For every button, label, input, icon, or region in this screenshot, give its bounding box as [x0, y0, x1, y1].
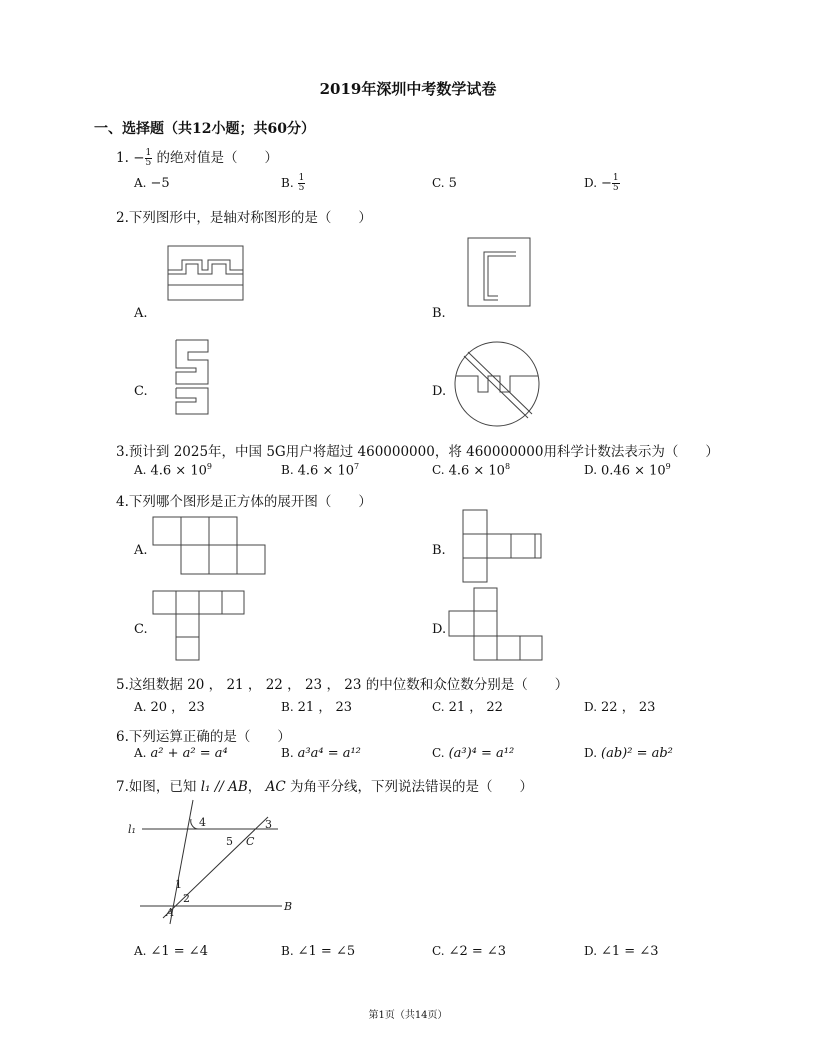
- question-text: 下列图形中，是轴对称图形的是（ ）: [128, 210, 372, 226]
- option-b[interactable]: B. 21 ， 23: [281, 700, 352, 715]
- label-4: 4: [199, 816, 206, 829]
- section-heading: 一、选择题（共12小题；共60分）: [94, 121, 315, 137]
- question-2: 2.下列图形中，是轴对称图形的是（ ）: [116, 210, 372, 226]
- option-d[interactable]: D. $0.46 \times 10^9$: [584, 462, 671, 479]
- question-text: 下列运算正确的是（ ）: [128, 729, 291, 745]
- question-7: 7.如图，已知 l₁ // AB， AC 为角平分线，下列说法错误的是（ ）: [116, 779, 533, 795]
- option-d[interactable]: D.: [432, 384, 447, 399]
- option-d[interactable]: D. (ab)² = ab²: [584, 746, 673, 761]
- label-c: C: [246, 835, 255, 848]
- parallel-statement: l₁ // AB: [200, 779, 248, 795]
- option-a[interactable]: A.: [134, 543, 148, 558]
- option-c[interactable]: C. ∠2 = ∠3: [432, 944, 507, 959]
- label-2: 2: [183, 892, 190, 905]
- option-c[interactable]: C. 21 ， 22: [432, 700, 503, 715]
- bisector-ac: [163, 817, 268, 918]
- question-6: 6.下列运算正确的是（ ）: [116, 729, 291, 745]
- option-b[interactable]: B.: [432, 543, 446, 558]
- option-c[interactable]: C. $4.6 \times 10^8$: [432, 462, 511, 479]
- option-c[interactable]: C. (a³)⁴ = a¹²: [432, 746, 515, 761]
- option-a[interactable]: A. −5: [134, 176, 170, 191]
- question-text: 下列哪个图形是正方体的展开图（ ）: [128, 494, 372, 510]
- label-3: 3: [265, 818, 272, 831]
- label-b: B: [284, 900, 293, 913]
- option-c[interactable]: C. 5: [432, 176, 457, 191]
- label-a: A: [166, 906, 174, 919]
- page-title: 2019年深圳中考数学试卷: [319, 80, 497, 98]
- option-b[interactable]: B. $4.6 \times 10^7$: [281, 462, 360, 479]
- question-number: 1.: [116, 150, 129, 166]
- page-footer: 第1页（共14页）: [368, 1010, 448, 1021]
- option-c[interactable]: C.: [134, 384, 148, 399]
- option-b[interactable]: B. ∠1 = ∠5: [281, 944, 356, 959]
- option-d[interactable]: D. ∠1 = ∠3: [584, 944, 659, 959]
- option-c[interactable]: C.: [134, 622, 148, 637]
- fraction: $\frac{1}{5}$: [145, 148, 152, 168]
- label-1: 1: [175, 878, 182, 891]
- option-a[interactable]: A. $4.6 \times 10^9$: [134, 462, 212, 479]
- year-value: 2025: [173, 444, 209, 460]
- option-d[interactable]: D. 22 ， 23: [584, 700, 656, 715]
- option-b[interactable]: B. a³a⁴ = a¹²: [281, 746, 361, 761]
- option-b[interactable]: B.: [432, 306, 446, 321]
- option-b[interactable]: B. $\frac{1}{5}$: [281, 173, 305, 193]
- option-d[interactable]: D.: [432, 622, 447, 637]
- data-values: 20 ， 21 ， 22 ， 23 ， 23: [187, 677, 362, 693]
- option-a[interactable]: A. a² + a² = a⁴: [134, 746, 228, 761]
- option-d[interactable]: D. − $\frac{1}{5}$: [584, 173, 619, 193]
- question-3: 3.预计到 2025年，中国 5G用户将超过 460000000，将 460000000用科学计数法表示为（ ）: [116, 444, 719, 460]
- question-text: 的绝对值是（ ）: [156, 150, 279, 166]
- option-a[interactable]: A.: [134, 306, 148, 321]
- question-5: 5.这组数据 20 ， 21 ， 22 ， 23 ， 23 的中位数和众位数分别是（ ）: [116, 677, 569, 693]
- label-l1: l₁: [128, 823, 136, 836]
- minus-sign: −: [133, 150, 145, 166]
- option-a[interactable]: A. 20 ， 23: [134, 700, 205, 715]
- question-4: 4.下列哪个图形是正方体的展开图（ ）: [116, 494, 372, 510]
- option-a[interactable]: A. ∠1 = ∠4: [134, 944, 208, 959]
- label-5: 5: [226, 835, 233, 848]
